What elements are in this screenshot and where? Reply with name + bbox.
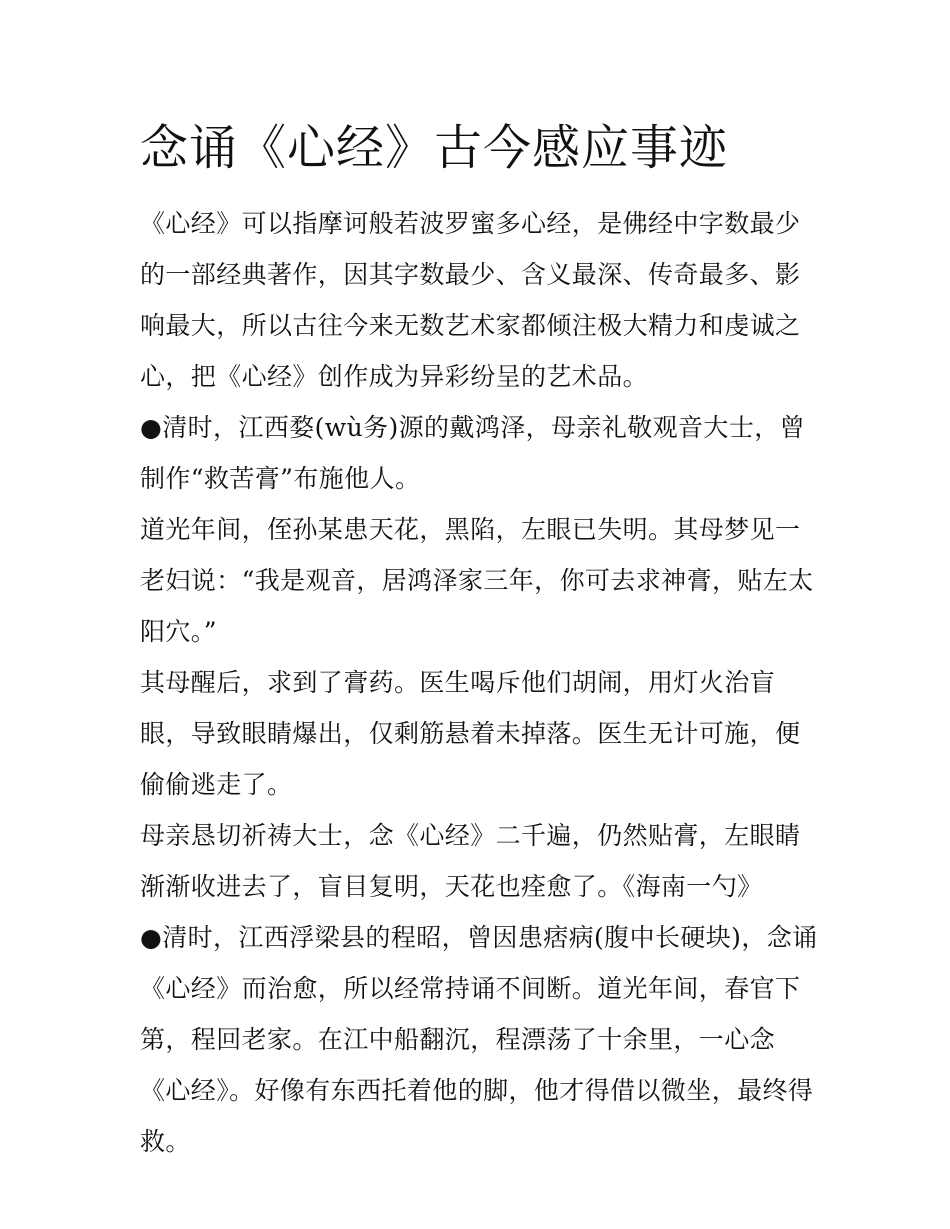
page-title: 念诵《心经》古今感应事迹 — [140, 120, 729, 176]
paragraph-story-1-dream: 道光年间，侄孙某患天花，黑陷，左眼已失明。其母梦见一老妇说：“我是观音，居鸿泽家三年，你可去求神膏，贴左太阳穴。” — [140, 515, 814, 646]
paragraph-story-1-intro: ●清时，江西婺(wù务)源的戴鸿泽，母亲礼敬观音大士，曾制作“救苦膏”布施他人。 — [140, 413, 806, 493]
paragraph-story-2: ●清时，江西浮梁县的程昭，曾因患痞病(腹中长硬块)，念诵《心经》而治愈，所以经常持诵不间断。道光年间，春官下第，程回老家。在江中船翻沉，程漂荡了十余里，一心念《心经》。好像有东西托着他的脚，他才得借以微坐，最终得救。 — [140, 923, 818, 1156]
paragraph-intro: 《心经》可以指摩诃般若波罗蜜多心经，是佛经中字数最少的一部经典著作，因其字数最少、含义最深、传奇最多、影响最大，所以古往今来无数艺术家都倾注极大精力和虔诚之心，把《心经》创作成为异彩纷呈的艺术品。 — [140, 209, 801, 391]
document-page — [140, 110, 820, 1167]
paragraph-story-1-recovery: 母亲恳切祈祷大士，念《心经》二千遍，仍然贴膏，左眼睛渐渐收进去了，盲目复明，天花也痊愈了。《海南一勺》 — [140, 821, 801, 901]
paragraph-story-1-doctor: 其母醒后，求到了膏药。医生喝斥他们胡闹，用灯火治盲眼，导致眼睛爆出，仅剩筋悬着未掉落。医生无计可施，便偷偷逃走了。 — [140, 668, 801, 799]
